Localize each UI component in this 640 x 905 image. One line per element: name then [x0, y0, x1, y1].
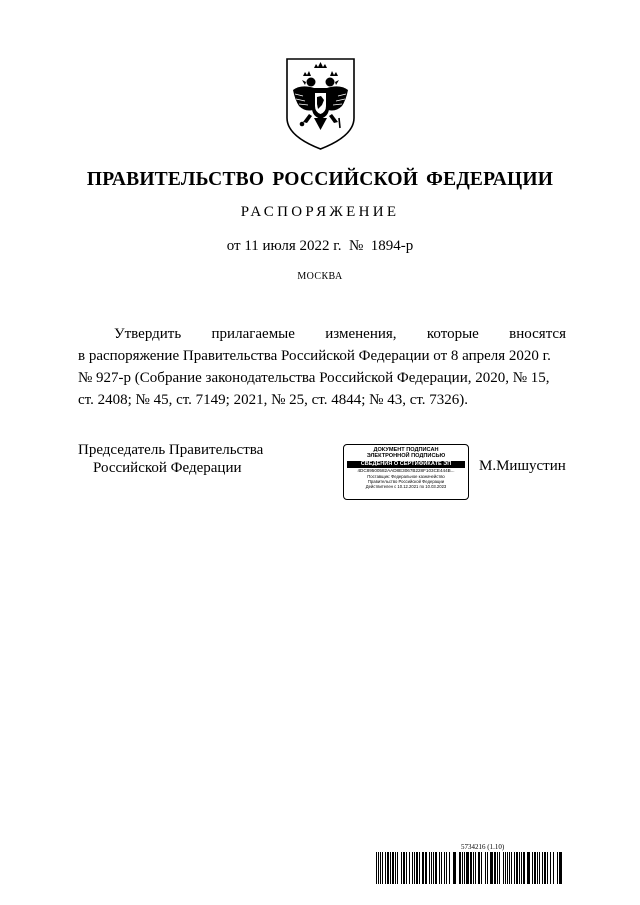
barcode-bar: [497, 852, 498, 884]
barcode-bar: [537, 852, 538, 884]
barcode-bar: [490, 852, 493, 884]
barcode-bar: [550, 852, 551, 884]
barcode-bar: [464, 852, 465, 884]
barcode-bar: [481, 852, 482, 884]
stamp-heading: [344, 447, 468, 460]
signer-position: [78, 441, 263, 477]
barcode-bar: [494, 852, 496, 884]
barcode-bar: [557, 852, 558, 884]
barcode-bar: [376, 852, 377, 884]
barcode-bar: [397, 852, 398, 884]
barcode-bar: [466, 852, 469, 884]
barcode-bar: [390, 852, 391, 884]
body-line: № 927-р (Собрание законодательства Российской Федерации, 2020, № 15,: [78, 370, 550, 386]
barcode-bar: [416, 852, 418, 884]
barcode-bar: [449, 852, 450, 884]
electronic-signature-stamp: [343, 444, 469, 500]
stamp-issuer-line: Правительство Российской Федерации: [367, 478, 445, 484]
barcode-bar: [409, 852, 410, 884]
signer-position-line: Председатель Правительства: [78, 442, 264, 458]
barcode-bar: [382, 852, 383, 884]
signer-name: М.Мишустин: [479, 458, 566, 474]
barcode-bar: [487, 852, 488, 884]
barcode-bar: [473, 852, 474, 884]
document-date-number: от 11 июля 2022 г. № 1894-р: [226, 238, 414, 254]
barcode-bar: [470, 852, 472, 884]
barcode-bar: [439, 852, 440, 884]
barcode-bar: [412, 852, 413, 884]
signer-position-line: Российской Федерации: [93, 460, 242, 476]
stamp-validity: Действителен с 10.12.2021 по 10.03.2023: [365, 484, 447, 489]
barcode-bar: [521, 852, 522, 884]
organization-title: ПРАВИТЕЛЬСТВО РОССИЙСКОЙ ФЕДЕРАЦИИ: [86, 169, 554, 190]
barcode-bar: [553, 852, 554, 884]
barcode-bar: [532, 852, 533, 884]
barcode-bar: [499, 852, 500, 884]
stamp-certificate-bar: СВЕДЕНИЯ О СЕРТИФИКАТЕ ЭП: [347, 461, 465, 468]
barcode-bar: [544, 852, 546, 884]
barcode-bar: [403, 852, 405, 884]
barcode-bar: [519, 852, 520, 884]
document-city: МОСКВА: [297, 271, 343, 282]
barcode-bar: [459, 852, 461, 884]
barcode-bar: [453, 852, 456, 884]
barcode-bar: [422, 852, 424, 884]
stamp-cert-number: 4DC89500582AAD8E3067B228F103CE444B...: [357, 467, 455, 473]
stamp-issuer-line: Поставщик: Федеральное казначейство: [367, 473, 445, 479]
barcode-bar: [431, 852, 432, 884]
barcode-bar: [429, 852, 430, 884]
stamp-heading-line: ЭЛЕКТРОННОЙ ПОДПИСЬЮ: [366, 453, 446, 460]
barcode-bar: [414, 852, 415, 884]
barcode-bar: [523, 852, 525, 884]
barcode-bar: [444, 852, 445, 884]
body-line: в распоряжение Правительства Российской Федерации от 8 апреля 2020 г.: [78, 348, 551, 364]
barcode-bar: [425, 852, 427, 884]
barcode-bar: [387, 852, 389, 884]
barcode-bar: [542, 852, 543, 884]
barcode-bar: [435, 852, 437, 884]
barcode-number: 5734216 (1.10): [461, 843, 505, 851]
barcode-bar: [485, 852, 486, 884]
barcode-bar: [511, 852, 512, 884]
barcode-bar: [539, 852, 540, 884]
barcode-bar: [503, 852, 504, 884]
barcode-bar: [392, 852, 394, 884]
barcode-bar: [505, 852, 506, 884]
barcode-bar: [385, 852, 386, 884]
barcode-bar: [441, 852, 442, 884]
barcode-bar: [475, 852, 476, 884]
barcode-bar: [509, 852, 510, 884]
barcode-bar: [527, 852, 530, 884]
document-body: [78, 323, 566, 411]
body-line: ст. 2408; № 45, ст. 7149; 2021, № 25, ст. 4844; № 43, ст. 7326).: [78, 392, 469, 408]
barcode-bar: [462, 852, 463, 884]
barcode-bar: [401, 852, 402, 884]
barcode-bar: [514, 852, 515, 884]
barcode-bar: [534, 852, 536, 884]
barcode-bar: [419, 852, 420, 884]
document-type: РАСПОРЯЖЕНИЕ: [240, 204, 400, 220]
barcode-bar: [507, 852, 508, 884]
coat-of-arms-emblem-icon: [281, 56, 360, 152]
barcode-bar: [559, 852, 562, 884]
barcode-bar: [406, 852, 407, 884]
barcode-bar: [547, 852, 548, 884]
barcode-bar: [433, 852, 434, 884]
barcode-bar: [395, 852, 396, 884]
stamp-heading-line: ДОКУМЕНТ ПОДПИСАН: [373, 447, 439, 453]
barcode-bar: [516, 852, 518, 884]
barcode-bar: [378, 852, 379, 884]
barcode-bar: [478, 852, 480, 884]
barcode-icon: [376, 852, 564, 884]
barcode-bar: [380, 852, 381, 884]
body-line: Утвердить прилагаемые изменения, которые вносятся: [114, 326, 566, 342]
barcode-bar: [446, 852, 447, 884]
